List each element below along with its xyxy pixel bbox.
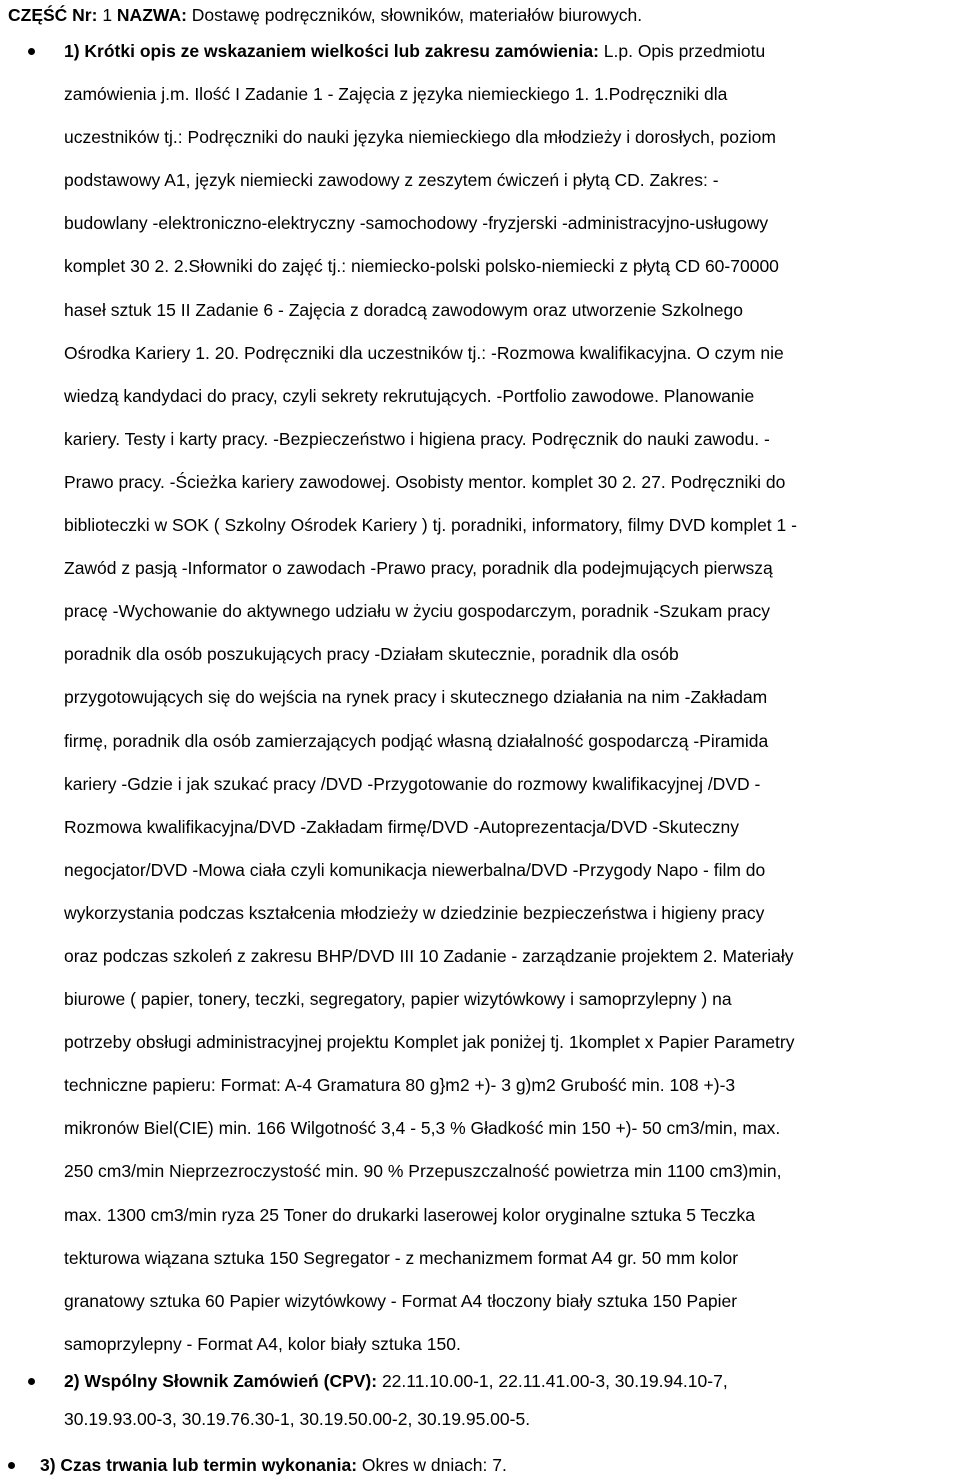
item-description: [64, 30, 944, 1366]
item-description-line: Prawo pracy. -Ścieżka kariery zawodowej. Osobisty mentor. komplet 30 2. 27. Podręczniki do: [64, 471, 786, 492]
item-description-line: techniczne papieru: Format: A-4 Gramatura 80 g}m2 +)- 3 g)m2 Grubość min. 108 +)-3: [64, 1075, 736, 1096]
item-description-line: samoprzylepny - Format A4, kolor biały sztuka 150.: [64, 1333, 461, 1354]
name-value: Dostawę podręczników, słowników, materiałów biurowych.: [186, 5, 643, 25]
part-label: CZĘŚĆ Nr:: [8, 5, 98, 25]
item-description-line: mikronów Biel(CIE) min. 166 Wilgotność 3,4 - 5,3 % Gładkość min 150 +)- 50 cm3/min, max.: [64, 1118, 781, 1139]
item-description-line: biurowe ( papier, tonery, teczki, segregatory, papier wizytówkowy i samoprzylepny ) na: [64, 989, 732, 1010]
item-description-line: Zawód z pasją -Informator o zawodach -Prawo pracy, poradnik dla podejmujących pierwszą: [64, 558, 773, 579]
item-cpv-line: 2) Wspólny Słownik Zamówień (CPV): 22.11.10.00-1, 22.11.41.00-3, 30.19.94.10-7,: [64, 1371, 728, 1391]
item-description-line: kariery. Testy i karty pracy. -Bezpieczeństwo i higiena pracy. Podręcznik do nauki zawodu. -: [64, 428, 770, 449]
item-description-line: biblioteczki w SOK ( Szkolny Ośrodek Kariery ) tj. poradniki, informatory, filmy DVD komplet 1 -: [64, 515, 797, 536]
item-description-line: granatowy sztuka 60 Papier wizytówkowy - Format A4 tłoczony biały sztuka 150 Papier: [64, 1290, 738, 1311]
item-description-line: komplet 30 2. 2.Słowniki do zajęć tj.: niemiecko-polski polsko-niemiecki z płytą CD 60-70000: [64, 256, 779, 277]
item-description-line: uczestników tj.: Podręczniki do nauki języka niemieckiego dla młodzieży i dorosłych, poziom: [64, 127, 776, 148]
item-description-line: haseł sztuk 15 II Zadanie 6 - Zajęcia z doradcą zawodowym oraz utworzenie Szkolnego: [64, 299, 743, 320]
item-cpv: [64, 1362, 944, 1438]
part-number: 1: [97, 5, 117, 25]
bullet-icon: [28, 48, 35, 55]
item-description-line: 1) Krótki opis ze wskazaniem wielkości lub zakresu zamówienia: L.p. Opis przedmiotu: [64, 41, 766, 61]
item-cpv-label: 2) Wspólny Słownik Zamówień (CPV):: [64, 1371, 378, 1391]
item-duration: [40, 1446, 920, 1484]
item-description-line: Rozmowa kwalifikacyjna/DVD -Zakładam firmę/DVD -Autoprezentacja/DVD -Skuteczny: [64, 816, 739, 837]
name-label: NAZWA:: [116, 5, 187, 25]
item-description-line: wiedzą kandydaci do pracy, czyli sekrety rekrutujących. -Portfolio zawodowe. Planowanie: [64, 385, 755, 406]
part-header: [8, 4, 642, 26]
item-description-line: podstawowy A1, język niemiecki zawodowy z zeszytem ćwiczeń i płytą CD. Zakres: -: [64, 170, 719, 191]
item-description-label: 1) Krótki opis ze wskazaniem wielkości lub zakresu zamówienia:: [64, 41, 599, 61]
item-description-line: budowlany -elektroniczno-elektryczny -samochodowy -fryzjerski -administracyjno-usługowy: [64, 213, 769, 234]
item-description-line: kariery -Gdzie i jak szukać pracy /DVD -Przygotowanie do rozmowy kwalifikacyjnej /DVD -: [64, 773, 761, 794]
item-description-line: potrzeby obsługi administracyjnej projektu Komplet jak poniżej tj. 1komplet x Papier Parametry: [64, 1032, 795, 1053]
item-description-line: Ośrodka Kariery 1. 20. Podręczniki dla uczestników tj.: -Rozmowa kwalifikacyjna. O czym nie: [64, 342, 784, 363]
item-description-line: oraz podczas szkoleń z zakresu BHP/DVD III 10 Zadanie - zarządzanie projektem 2. Materiały: [64, 945, 794, 966]
item-description-line: max. 1300 cm3/min ryza 25 Toner do drukarki laserowej kolor oryginalne sztuka 5 Teczka: [64, 1204, 755, 1225]
item-description-line: 250 cm3/min Nieprzezroczystość min. 90 % Przepuszczalność powietrza min 1100 cm3)min,: [64, 1161, 782, 1182]
item-cpv-line: 30.19.93.00-3, 30.19.76.30-1, 30.19.50.00-2, 30.19.95.00-5.: [64, 1409, 531, 1429]
item-description-line: przygotowujących się do wejścia na rynek pracy i skutecznego działania na nim -Zakładam: [64, 687, 768, 708]
item-description-line: negocjator/DVD -Mowa ciała czyli komunikacja niewerbalna/DVD -Przygody Napo - film do: [64, 859, 766, 880]
item-description-line: poradnik dla osób poszukujących pracy -Działam skutecznie, poradnik dla osób: [64, 644, 679, 665]
item-duration-label: 3) Czas trwania lub termin wykonania:: [40, 1455, 358, 1475]
item-description-line: wykorzystania podczas kształcenia młodzieży w dziedzinie bezpieczeństwa i higieny pracy: [64, 902, 765, 923]
item-duration-value: Okres w dniach: 7.: [357, 1455, 507, 1475]
item-description-line: firmę, poradnik dla osób zamierzających podjąć własną działalność gospodarczą -Piramida: [64, 730, 769, 751]
item-description-line: tekturowa wiązana sztuka 150 Segregator - z mechanizmem format A4 gr. 50 mm kolor: [64, 1247, 739, 1268]
bullet-icon: [28, 1378, 35, 1385]
bullet-icon: [8, 1462, 15, 1469]
item-description-line: zamówienia j.m. Ilość I Zadanie 1 - Zajęcia z języka niemieckiego 1. 1.Podręczniki dla: [64, 84, 728, 105]
item-description-line: pracę -Wychowanie do aktywnego udziału w życiu gospodarczym, poradnik -Szukam pracy: [64, 601, 770, 622]
item-duration-line: [40, 1446, 920, 1484]
